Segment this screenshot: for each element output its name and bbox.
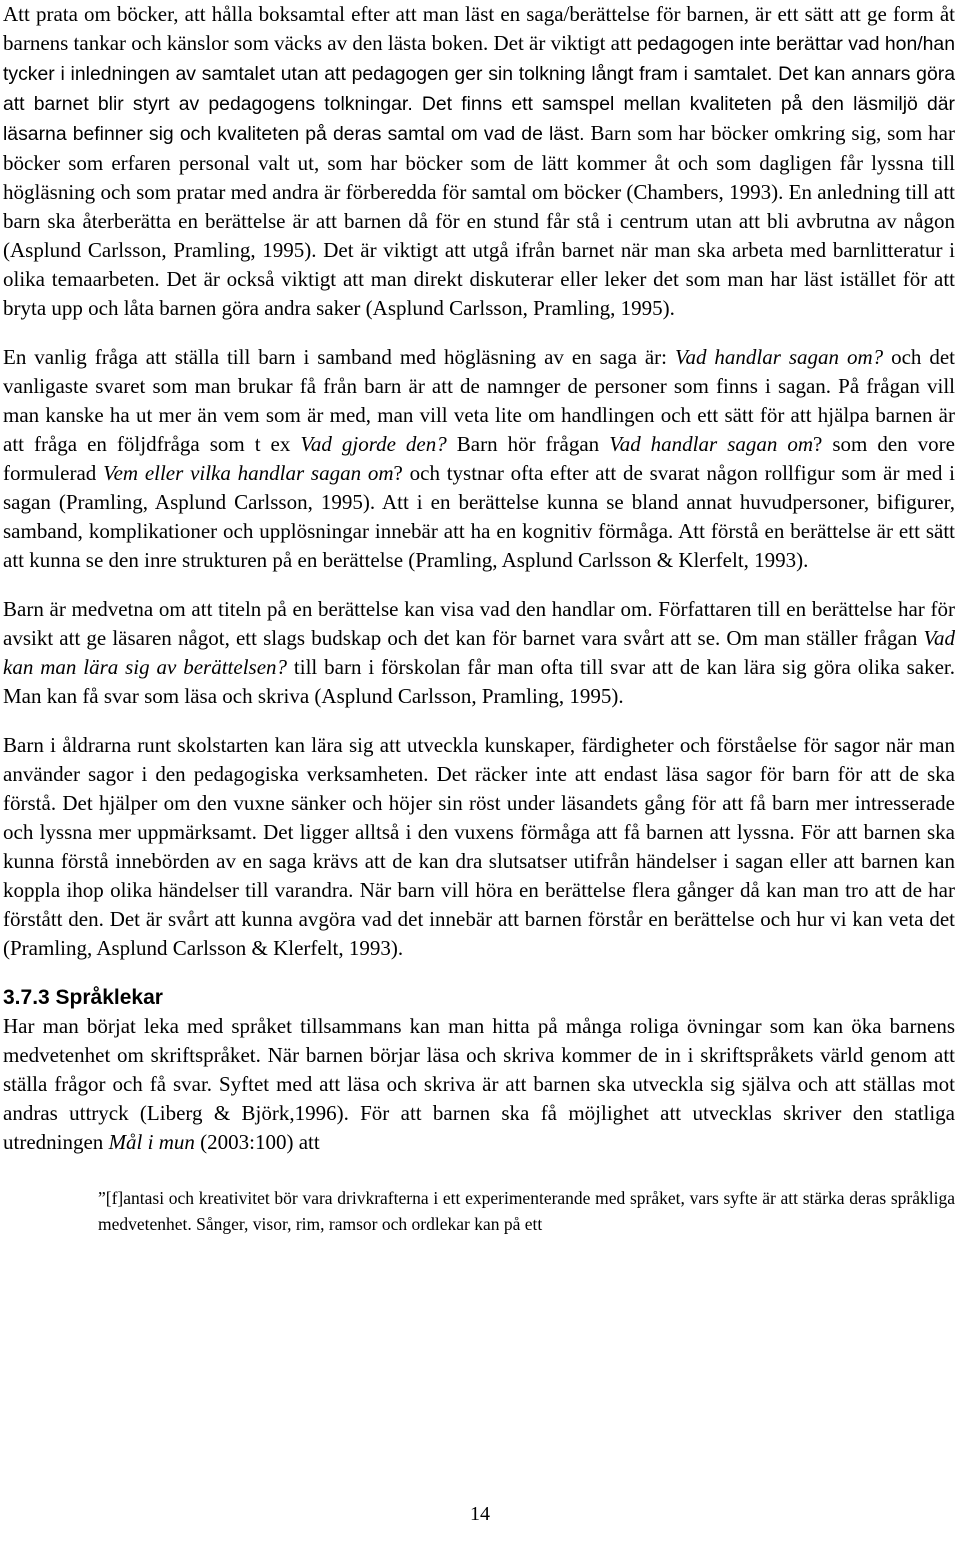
italic-question-who: Vem eller vilka handlar sagan om	[103, 461, 394, 485]
paragraph-title-awareness	[3, 595, 955, 711]
section-heading: 3.7.3 Språklekar	[3, 986, 163, 1009]
block-quote: ”[f]antasi och kreativitet bör vara drivkrafterna i ett experimenterande med språket, vars syfte är att stärka deras språkliga medvetenhet. Sånger, visor, rim, ramsor och ordlekar kan på ett	[98, 1188, 955, 1234]
sentence-intro: Att prata om böcker, att hålla boksamtal efter att man läst en saga/berättelse för barnen, är ett sätt att ge form åt barnens tankar och känslor som väcks av den lästa boken. Det är viktigt att	[3, 2, 955, 55]
text-run: till barn i förskolan får man ofta till svar att de kan lära sig göra olika saker. Man kan få svar som läsa och skriva (Asplund Carlsson, Pramling, 1995).	[3, 655, 955, 708]
text-run: ? som den vore formulerad	[3, 432, 955, 485]
sentence-pedagog-sans: pedagogen inte berättar vad hon/han tycker i inledningen av samtalet utan att pedagogen ger sin tolkning långt fram i samtalet. Det kan annars göra att barnet blir styrt av pedagogens tolkningar. Det finns ett samspel mellan kvaliteten på den läsmiljö där läsarna befinner sig och kvaliteten på deras samtal om vad de läst.	[3, 33, 955, 145]
document-page	[3, 0, 955, 1237]
paragraph-language-games	[3, 1012, 955, 1157]
italic-question-learn: Vad kan man lära sig av berättelsen?	[3, 626, 955, 679]
text-run: En vanlig fråga att ställa till barn i samband med högläsning av en saga är:	[3, 345, 675, 369]
text-run: Barn hör frågan	[446, 432, 610, 456]
paragraph-common-question	[3, 343, 955, 575]
italic-question-what-about: Vad handlar sagan om?	[674, 345, 884, 369]
sentence-retelling: En anledning till att barn ska återberätta en berättelse är att barnen då för en stund får stå i centrum utan att bli avbrutna av någon (Asplund Carlsson, Pramling, 1995). Det är viktigt att utgå ifrån barnet när man ska arbeta med barnlitteratur i olika temaarbeten. Det är också viktigt att man direkt diskuterar eller leker det som man har läst istället för att bryta upp och låta barnen göra andra saker (Asplund Carlsson, Pramling, 1995).	[3, 180, 955, 320]
text-run: Barn är medvetna om att titeln på en berättelse kan visa vad den handlar om. Författaren till en berättelse har för avsikt att ge läsaren något, ett slags budskap och det kan för barnet vara svårt att se. Om man ställer frågan	[3, 597, 955, 650]
text-run: och det vanligaste svaret som man brukar få från barn är att de namnger de personer som finns i sagan. På frågan vill man kanske ha ut mer än vem som är med, man vill veta lite om handlingen och ett sätt för att hjälpa barnen är att fråga en följdfråga som t ex	[3, 345, 955, 456]
italic-report-title: Mål i mun	[108, 1130, 195, 1154]
text-run: (2003:100) att	[194, 1130, 320, 1154]
page-number: 14	[470, 1503, 490, 1525]
italic-question-what-did: Vad gjorde den?	[300, 432, 447, 456]
text-run: ? och tystnar ofta efter att de svarat någon rollfigur som är med i sagan (Pramling, Asplund Carlsson, 1995). Att i en berättelse kunna se bland annat huvudpersoner, bifigurer, samband, komplikationer och upplösningar innebär att ha en kognitiv förmåga. Att förstå en berättelse är ett sätt att kunna se den inre strukturen på en berättelse (Pramling, Asplund Carlsson & Klerfelt, 1993).	[3, 461, 955, 572]
sentence-children-books: Barn som har böcker omkring sig, som har böcker som erfaren personal valt ut, som har böcker som de lätt kommer åt och som dagligen får lyssna till högläsning och som pratar med andra är förberedda för samtal om böcker (Chambers, 1993).	[3, 121, 955, 204]
italic-question-what-about-2: Vad handlar sagan om	[609, 432, 814, 456]
paragraph-school-start: Barn i åldrarna runt skolstarten kan lära sig att utveckla kunskaper, färdigheter och förståelse för sagor när man använder sagor i den pedagogiska verksamheten. Det räcker inte att endast läsa sagor för barn för att de ska förstå. Det hjälper om den vuxne sänker och höjer sin röst under läsandets gång för att få barn mer intresserade och lyssna mer uppmärksamt. Det ligger alltså i den vuxens förmåga att få barnen att lyssna. För att barnen ska kunna förstå innebörden av en saga krävs att de kan dra slutsatser utifrån händelser i sagan eller att barnen kan koppla ihop olika händelser till varandra. När barn vill höra en berättelse flera gånger då kan man tro att de har förstått den. Det är svårt att kunna avgöra vad det innebär att barnen förstår en berättelse och hur vi kan veta det (Pramling, Asplund Carlsson & Klerfelt, 1993).	[3, 733, 955, 960]
paragraph-book-talks	[3, 0, 955, 323]
text-run: Har man börjat leka med språket tillsammans kan man hitta på många roliga övningar som kan öka barnens medvetenhet om skriftspråket. När barnen börjar läsa och skriva kommer de in i skriftspråkets värld genom att ställa frågor och få svar. Syftet med att läsa och skriva är att barnen ska utveckla sig själva och att ställas mot andras uttryck (Liberg & Björk,1996). För att barnen ska få möjlighet att utvecklas skriver den statliga utredningen	[3, 1014, 955, 1154]
